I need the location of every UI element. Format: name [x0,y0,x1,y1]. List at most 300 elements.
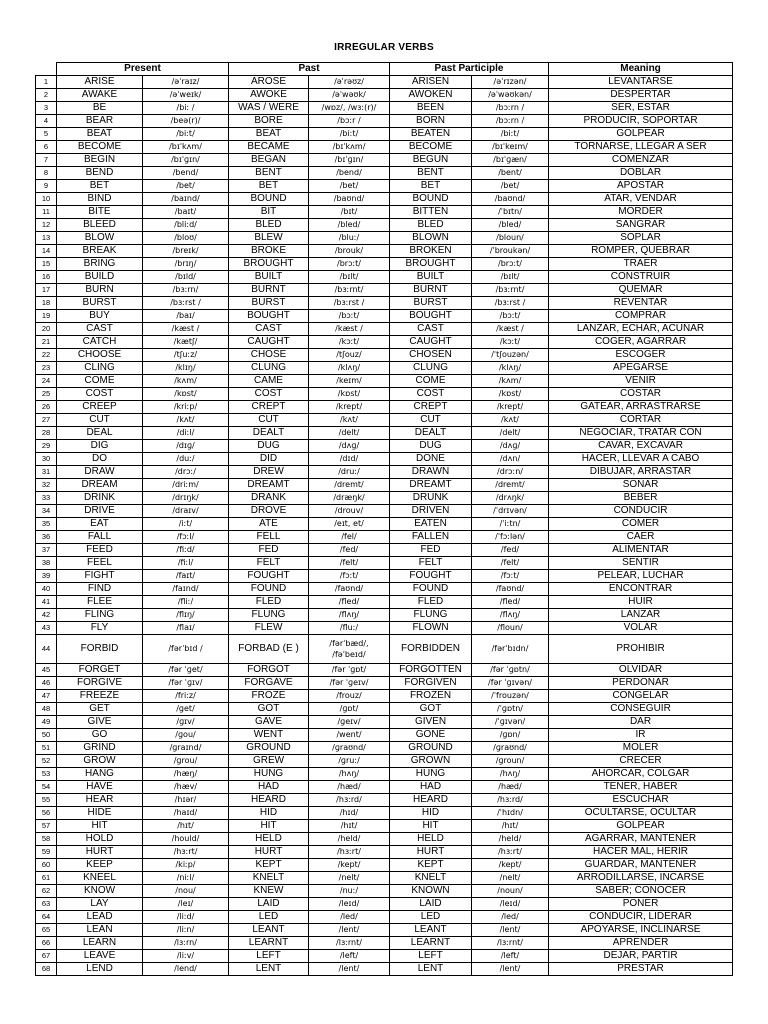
row-number: 7 [36,154,57,167]
table-row [36,703,733,716]
present-pronunciation: /baɪnd/ [143,193,229,206]
past-participle-form: FLED [390,596,472,609]
present-form: CAST [57,323,143,336]
row-number: 26 [36,401,57,414]
past-pronunciation: /hɜːrt/ [309,846,390,859]
past-participle-form: FORBIDDEN [390,635,472,664]
header-past: Past [229,63,390,76]
past-participle-form: CUT [390,414,472,427]
present-pronunciation: /breɪk/ [143,245,229,258]
meaning: PRODUCIR, SOPORTAR [549,115,733,128]
past-participle-form: BECOME [390,141,472,154]
past-participle-pronunciation: /əˈwəʊkən/ [472,89,549,102]
past-form: LAID [229,898,309,911]
past-form: BEGAN [229,154,309,167]
table-row [36,872,733,885]
meaning: CAVAR, EXCAVAR [549,440,733,453]
table-row [36,609,733,622]
meaning: CONDUCIR [549,505,733,518]
past-pronunciation: /bɜːrst / [309,297,390,310]
past-participle-pronunciation: /klʌŋ/ [472,362,549,375]
past-participle-pronunciation: /kɔːt/ [472,336,549,349]
past-pronunciation-line: /fərˈbæd/, [329,639,369,648]
row-number: 34 [36,505,57,518]
present-form: FORGIVE [57,677,143,690]
past-pronunciation: /əˈrəʊz/ [309,76,390,89]
past-form: HID [229,807,309,820]
past-form: CLUNG [229,362,309,375]
past-pronunciation: /faʊnd/ [309,583,390,596]
present-form: DRAW [57,466,143,479]
present-pronunciation: /hæŋ/ [143,768,229,781]
table-row [36,362,733,375]
row-number: 67 [36,950,57,963]
meaning: BEBER [549,492,733,505]
row-number: 16 [36,271,57,284]
row-number: 38 [36,557,57,570]
past-participle-form: BITTEN [390,206,472,219]
past-participle-form: GROUND [390,742,472,755]
row-number: 53 [36,768,57,781]
present-pronunciation: /ɡet/ [143,703,229,716]
page-title: IRREGULAR VERBS [334,42,434,53]
past-pronunciation: /lent/ [309,924,390,937]
table-row [36,349,733,362]
past-participle-form: DONE [390,453,472,466]
present-pronunciation: /liːn/ [143,924,229,937]
past-pronunciation: /frouz/ [309,690,390,703]
past-participle-pronunciation: /noun/ [472,885,549,898]
past-pronunciation: /eɪt, et/ [309,518,390,531]
present-form: FLING [57,609,143,622]
past-participle-form: DRAWN [390,466,472,479]
present-form: BURST [57,297,143,310]
present-pronunciation: /kʌm/ [143,375,229,388]
present-pronunciation: /fər ˈɡɪv/ [143,677,229,690]
present-pronunciation: /fliː/ [143,596,229,609]
table-row [36,258,733,271]
past-pronunciation: /fər ˈɡɒt/ [309,664,390,677]
row-number: 33 [36,492,57,505]
past-participle-pronunciation: /lent/ [472,924,549,937]
row-number: 55 [36,794,57,807]
table-row [36,742,733,755]
present-pronunciation: /tʃuːz/ [143,349,229,362]
past-pronunciation: /fluː/ [309,622,390,635]
present-pronunciation: /duː/ [143,453,229,466]
past-participle-form: BLED [390,219,472,232]
past-pronunciation: /bɔːt/ [309,310,390,323]
present-form: HANG [57,768,143,781]
table-row [36,505,733,518]
present-pronunciation: /niːl/ [143,872,229,885]
past-participle-pronunciation: /əˈrɪzən/ [472,76,549,89]
table-row [36,89,733,102]
past-pronunciation: /bɔːr / [309,115,390,128]
table-row [36,193,733,206]
past-participle-pronunciation: /kʌt/ [472,414,549,427]
past-form: LEFT [229,950,309,963]
past-form: FED [229,544,309,557]
past-participle-pronunciation: /fɔːt/ [472,570,549,583]
past-form: BENT [229,167,309,180]
present-pronunciation: /kæst / [143,323,229,336]
past-participle-form: GROWN [390,755,472,768]
meaning: PONER [549,898,733,911]
meaning: DAR [549,716,733,729]
table-row [36,768,733,781]
past-participle-pronunciation: /ˈiːtn/ [472,518,549,531]
past-pronunciation: /led/ [309,911,390,924]
past-participle-form: BUILT [390,271,472,284]
table-row [36,583,733,596]
present-pronunciation: /drɪŋk/ [143,492,229,505]
meaning: PERDONAR [549,677,733,690]
row-number: 20 [36,323,57,336]
table-row [36,937,733,950]
past-participle-form: BLOWN [390,232,472,245]
row-number: 27 [36,414,57,427]
past-participle-form: DREAMT [390,479,472,492]
row-number: 57 [36,820,57,833]
past-participle-form: LEFT [390,950,472,963]
past-participle-form: DEALT [390,427,472,440]
past-participle-form: FED [390,544,472,557]
past-pronunciation: /dʌɡ/ [309,440,390,453]
table-row [36,388,733,401]
present-form: FLY [57,622,143,635]
present-form: LEARN [57,937,143,950]
present-pronunciation: /ɡrou/ [143,755,229,768]
row-number: 43 [36,622,57,635]
meaning: SANGRAR [549,219,733,232]
meaning: SER, ESTAR [549,102,733,115]
present-form: DIG [57,440,143,453]
past-pronunciation: /dremt/ [309,479,390,492]
past-pronunciation: /hɪd/ [309,807,390,820]
past-participle-form: BURNT [390,284,472,297]
meaning: SABER; CONOCER [549,885,733,898]
row-number: 49 [36,716,57,729]
past-pronunciation: /biːt/ [309,128,390,141]
past-participle-pronunciation: /ɡraʊnd/ [472,742,549,755]
past-participle-form: DRUNK [390,492,472,505]
past-participle-pronunciation: /bent/ [472,167,549,180]
past-participle-form: BORN [390,115,472,128]
present-form: ARISE [57,76,143,89]
past-pronunciation: /druː/ [309,466,390,479]
past-pronunciation: /brouk/ [309,245,390,258]
past-form: HEARD [229,794,309,807]
past-participle-pronunciation: /delt/ [472,427,549,440]
present-pronunciation: /biːt/ [143,128,229,141]
row-number: 9 [36,180,57,193]
present-form: BITE [57,206,143,219]
verbs-table-body [36,76,733,976]
present-form: LEAVE [57,950,143,963]
past-form: WENT [229,729,309,742]
past-participle-pronunciation: /bɜːrnt/ [472,284,549,297]
present-form: LEAD [57,911,143,924]
past-participle-form: FORGOTTEN [390,664,472,677]
past-participle-pronunciation: /felt/ [472,557,549,570]
past-pronunciation: /bɪˈɡɪn/ [309,154,390,167]
past-participle-pronunciation: /ɡɒn/ [472,729,549,742]
present-pronunciation: /fiːl/ [143,557,229,570]
present-form: LEND [57,963,143,976]
row-number: 41 [36,596,57,609]
table-row [36,310,733,323]
present-pronunciation: /liːv/ [143,950,229,963]
present-form: DRIVE [57,505,143,518]
past-pronunciation: /bɪˈkʌm/ [309,141,390,154]
past-participle-form: LED [390,911,472,924]
table-row [36,479,733,492]
meaning: MOLER [549,742,733,755]
meaning: LANZAR, ECHAR, ACUÑAR [549,323,733,336]
meaning: ATAR, VENDAR [549,193,733,206]
table-row [36,167,733,180]
present-form: BREAK [57,245,143,258]
present-form: HEAR [57,794,143,807]
present-form: LEAN [57,924,143,937]
present-form: COST [57,388,143,401]
past-pronunciation: /krept/ [309,401,390,414]
meaning: VOLAR [549,622,733,635]
present-form: FIND [57,583,143,596]
present-pronunciation: /ɡou/ [143,729,229,742]
past-pronunciation: /kɒst/ [309,388,390,401]
past-pronunciation: /əˈwəʊk/ [309,89,390,102]
meaning: AHORCAR, COLGAR [549,768,733,781]
present-pronunciation: /draɪv/ [143,505,229,518]
past-form: BLEW [229,232,309,245]
present-form: BEAT [57,128,143,141]
present-form: BECOME [57,141,143,154]
table-row [36,76,733,89]
meaning: APRENDER [549,937,733,950]
past-form: BOUND [229,193,309,206]
past-participle-pronunciation: /baʊnd/ [472,193,549,206]
past-form: LENT [229,963,309,976]
past-participle-pronunciation: /bɔːt/ [472,310,549,323]
present-form: BUILD [57,271,143,284]
present-pronunciation: /diːl/ [143,427,229,440]
present-form: KEEP [57,859,143,872]
row-number: 25 [36,388,57,401]
meaning: OCULTARSE, OCULTAR [549,807,733,820]
past-participle-form: BEGUN [390,154,472,167]
past-form: HAD [229,781,309,794]
present-pronunciation: /bet/ [143,180,229,193]
past-participle-form: AWOKEN [390,89,472,102]
table-row [36,141,733,154]
past-form: GROUND [229,742,309,755]
past-form: CUT [229,414,309,427]
table-row [36,128,733,141]
row-number: 10 [36,193,57,206]
past-pronunciation: /leɪd/ [309,898,390,911]
past-pronunciation: /left/ [309,950,390,963]
present-form: GO [57,729,143,742]
present-pronunciation: /biː / [143,102,229,115]
present-form: KNEEL [57,872,143,885]
meaning: GOLPEAR [549,820,733,833]
past-participle-pronunciation: /ˈbɪtn/ [472,206,549,219]
present-pronunciation: /əˈraɪz/ [143,76,229,89]
past-participle-form: FELT [390,557,472,570]
meaning: CAER [549,531,733,544]
present-pronunciation: /kiːp/ [143,859,229,872]
row-number: 8 [36,167,57,180]
row-number: 60 [36,859,57,872]
present-pronunciation: /driːm/ [143,479,229,492]
present-pronunciation: /beə(r)/ [143,115,229,128]
present-form: BURN [57,284,143,297]
past-participle-form: HELD [390,833,472,846]
table-row [36,544,733,557]
header-present: Present [57,63,229,76]
past-participle-pronunciation: /ˈfrouzən/ [472,690,549,703]
past-participle-pronunciation: /faʊnd/ [472,583,549,596]
present-pronunciation: /bliːd/ [143,219,229,232]
table-row [36,635,733,664]
past-form: LEARNT [229,937,309,950]
past-form: DUG [229,440,309,453]
row-number: 65 [36,924,57,937]
past-pronunciation: /bet/ [309,180,390,193]
table-row [36,664,733,677]
past-pronunciation: /felt/ [309,557,390,570]
meaning: HACER MAL, HERIR [549,846,733,859]
past-pronunciation: /hɜːrd/ [309,794,390,807]
past-form: BLED [229,219,309,232]
table-row [36,950,733,963]
past-participle-form: EATEN [390,518,472,531]
row-number: 18 [36,297,57,310]
table-row [36,859,733,872]
table-row [36,323,733,336]
present-pronunciation: /bɜːrst / [143,297,229,310]
present-form: GROW [57,755,143,768]
past-form: FLED [229,596,309,609]
meaning: CORTAR [549,414,733,427]
past-participle-pronunciation: /biːt/ [472,128,549,141]
past-participle-pronunciation: /brɔːt/ [472,258,549,271]
past-pronunciation: /nuː/ [309,885,390,898]
present-form: CUT [57,414,143,427]
meaning: ROMPER, QUEBRAR [549,245,733,258]
past-form: FORGOT [229,664,309,677]
past-participle-pronunciation: /bɔːrn / [472,115,549,128]
table-row [36,963,733,976]
past-pronunciation-line: /fəˈbeɪd/ [332,650,366,659]
meaning: PROHIBIR [549,635,733,664]
meaning: GUARDAR, MANTENER [549,859,733,872]
row-number: 30 [36,453,57,466]
meaning: IR [549,729,733,742]
table-row [36,154,733,167]
table-row [36,755,733,768]
meaning: APEGARSE [549,362,733,375]
past-form: DREW [229,466,309,479]
past-participle-form: ARISEN [390,76,472,89]
table-row [36,271,733,284]
past-participle-pronunciation: /kæst / [472,323,549,336]
meaning: QUEMAR [549,284,733,297]
header-row [36,63,733,76]
past-pronunciation: /flʌŋ/ [309,609,390,622]
past-pronunciation: /bɜːrnt/ [309,284,390,297]
present-pronunciation: /kætʃ/ [143,336,229,349]
row-number: 42 [36,609,57,622]
table-row [36,492,733,505]
row-number: 66 [36,937,57,950]
present-form: HAVE [57,781,143,794]
past-participle-form: FLUNG [390,609,472,622]
past-participle-form: DUG [390,440,472,453]
present-pronunciation: /bɪld/ [143,271,229,284]
past-participle-pronunciation: /fər ˈɡɒtn/ [472,664,549,677]
table-row [36,466,733,479]
past-participle-form: BET [390,180,472,193]
past-participle-form: CHOSEN [390,349,472,362]
past-form: FORBAD (E ) [229,635,309,664]
table-row [36,427,733,440]
row-number: 19 [36,310,57,323]
present-pronunciation: /hɜːrt/ [143,846,229,859]
past-participle-form: GOT [390,703,472,716]
meaning: CONDUCIR, LIDERAR [549,911,733,924]
row-number: 21 [36,336,57,349]
present-pronunciation: /hɪt/ [143,820,229,833]
past-participle-form: LEARNT [390,937,472,950]
past-participle-form: BROUGHT [390,258,472,271]
present-pronunciation: /fər ˈɡet/ [143,664,229,677]
present-pronunciation: /əˈweɪk/ [143,89,229,102]
row-number: 61 [36,872,57,885]
past-participle-form: GIVEN [390,716,472,729]
meaning: HACER, LLEVAR A CABO [549,453,733,466]
past-participle-pronunciation: /hæd/ [472,781,549,794]
present-pronunciation: /fɔːl/ [143,531,229,544]
past-participle-pronunciation: /left/ [472,950,549,963]
meaning: ENCONTRAR [549,583,733,596]
table-row [36,820,733,833]
past-form: HUNG [229,768,309,781]
past-pronunciation: /hɪt/ [309,820,390,833]
table-row [36,924,733,937]
present-form: GIVE [57,716,143,729]
present-form: HIT [57,820,143,833]
past-pronunciation: /lent/ [309,963,390,976]
past-form: DREAMT [229,479,309,492]
past-participle-form: HEARD [390,794,472,807]
past-form: FELT [229,557,309,570]
past-participle-pronunciation: /bɜːrst / [472,297,549,310]
past-form: CAME [229,375,309,388]
past-participle-form: KNOWN [390,885,472,898]
meaning: APOYARSE, INCLINARSE [549,924,733,937]
past-participle-form: HURT [390,846,472,859]
past-participle-form: FOUGHT [390,570,472,583]
past-form: BURST [229,297,309,310]
past-pronunciation: /baʊnd/ [309,193,390,206]
meaning: VENIR [549,375,733,388]
table-row [36,297,733,310]
present-form: FORBID [57,635,143,664]
past-pronunciation: /wɒz/, /wɜː(r)/ [309,102,390,115]
